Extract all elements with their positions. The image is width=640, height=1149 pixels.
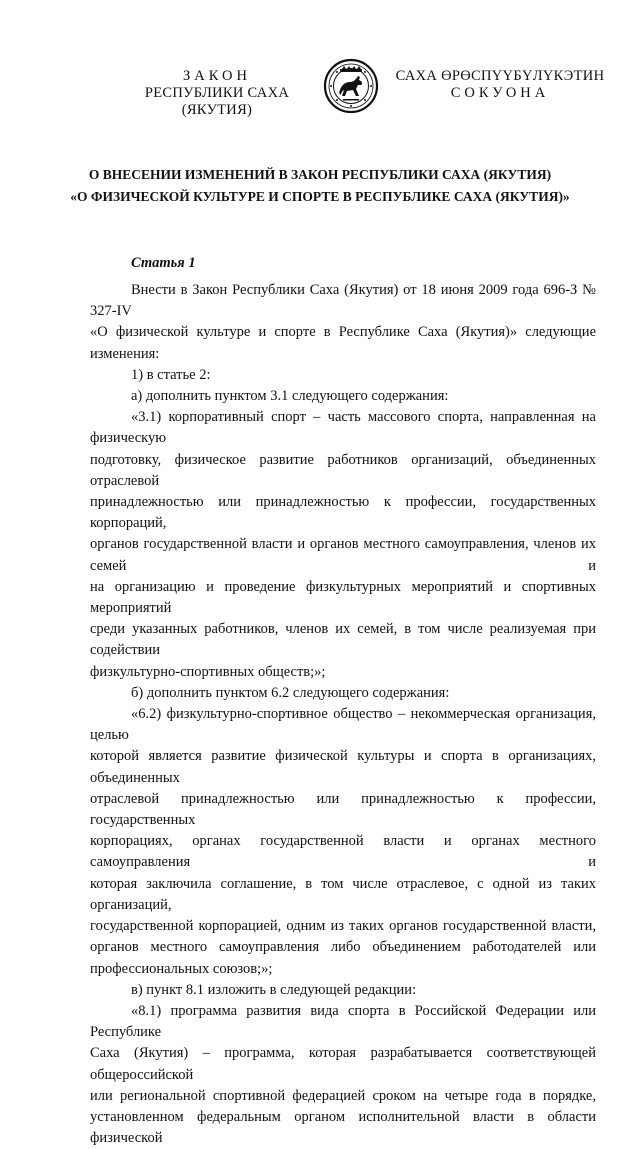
text-line: которой является развитие физической культуры и спорта в организациях, объединенных xyxy=(90,748,596,786)
text-line: «6.2) физкультурно-спортивное общество – некоммерческая организация, целью xyxy=(90,706,596,744)
article-heading: Статья 1 xyxy=(131,255,196,271)
text-line: б) дополнить пунктом 6.2 следующего содержания: xyxy=(131,684,450,701)
text-line: а) дополнить пунктом 3.1 следующего содержания: xyxy=(131,388,449,405)
text-line: которая заключила соглашение, в том числе отраслевое, с одной из таких организаций, xyxy=(90,875,596,913)
text-line: профессиональных союзов;»; xyxy=(90,960,273,977)
text-line: в) пункт 8.1 изложить в следующей редакции: xyxy=(131,981,417,998)
header-right-block xyxy=(390,68,610,102)
document-title xyxy=(60,164,580,208)
text-line: физкультурно-спортивных обществ;»; xyxy=(90,663,326,680)
text-line: органов местного самоуправления либо объединением работодателей или xyxy=(90,939,596,956)
header-left-line1: ЗАКОН xyxy=(183,68,251,84)
text-line: 1) в статье 2: xyxy=(131,366,211,383)
title-line-1: О ВНЕСЕНИИ ИЗМЕНЕНИЙ В ЗАКОН РЕСПУБЛИКИ САХА (ЯКУТИЯ) xyxy=(88,167,552,182)
text-line: принадлежностью или принадлежностью к профессии, государственных корпораций, xyxy=(90,494,596,532)
text-line: отраслевой принадлежностью или принадлежностью к профессии, государственных xyxy=(90,790,596,829)
coat-of-arms-emblem xyxy=(323,58,379,114)
document-header xyxy=(0,58,640,128)
article-body xyxy=(90,280,596,1149)
text-line: «О физической культуре и спорте в Республике Саха (Якутия)» следующие изменения: xyxy=(90,324,596,362)
title-line-2: «О ФИЗИЧЕСКОЙ КУЛЬТУРЕ И СПОРТЕ В РЕСПУБЛИКЕ САХА (ЯКУТИЯ)» xyxy=(70,189,570,204)
header-right-line1: САХА ӨРӨСПҮҮБҮЛҮКЭТИН xyxy=(395,68,605,84)
text-line: Внести в Закон Республики Саха (Якутия) от 18 июня 2009 года 696-З № 327-IV xyxy=(90,282,596,320)
text-line: среди указанных работников, членов их семей, в том числе реализуемая при содействии xyxy=(90,621,596,659)
text-line: «3.1) корпоративный спорт – часть массового спорта, направленная на физическую xyxy=(90,409,596,447)
text-line: Саха (Якутия) – программа, которая разрабатывается соответствующей общероссийской xyxy=(90,1045,596,1083)
header-left-block xyxy=(112,68,322,119)
text-line: органов государственной власти и органов местного самоуправления, членов их семей и xyxy=(90,536,596,574)
text-line: подготовку, физическое развитие работников организаций, объединенных отраслевой xyxy=(90,451,596,489)
text-line: государственной корпорацией, одним из таких органов государственной власти, xyxy=(90,918,596,935)
text-line: на организацию и проведение физкультурных мероприятий и спортивных мероприятий xyxy=(90,578,596,617)
text-line: или региональной спортивной федерацией сроком на четыре года в порядке, xyxy=(90,1087,596,1104)
text-line: установленном федеральным органом исполнительной власти в области физической xyxy=(90,1108,596,1147)
text-line: «8.1) программа развития вида спорта в Российской Федерации или Республике xyxy=(90,1002,596,1041)
text-line: корпорациях, органах государственной власти и органах местного самоуправления и xyxy=(90,833,596,871)
header-right-line2: СОКУОНА xyxy=(450,85,550,101)
header-left-line2: РЕСПУБЛИКИ САХА (ЯКУТИЯ) xyxy=(144,85,290,118)
